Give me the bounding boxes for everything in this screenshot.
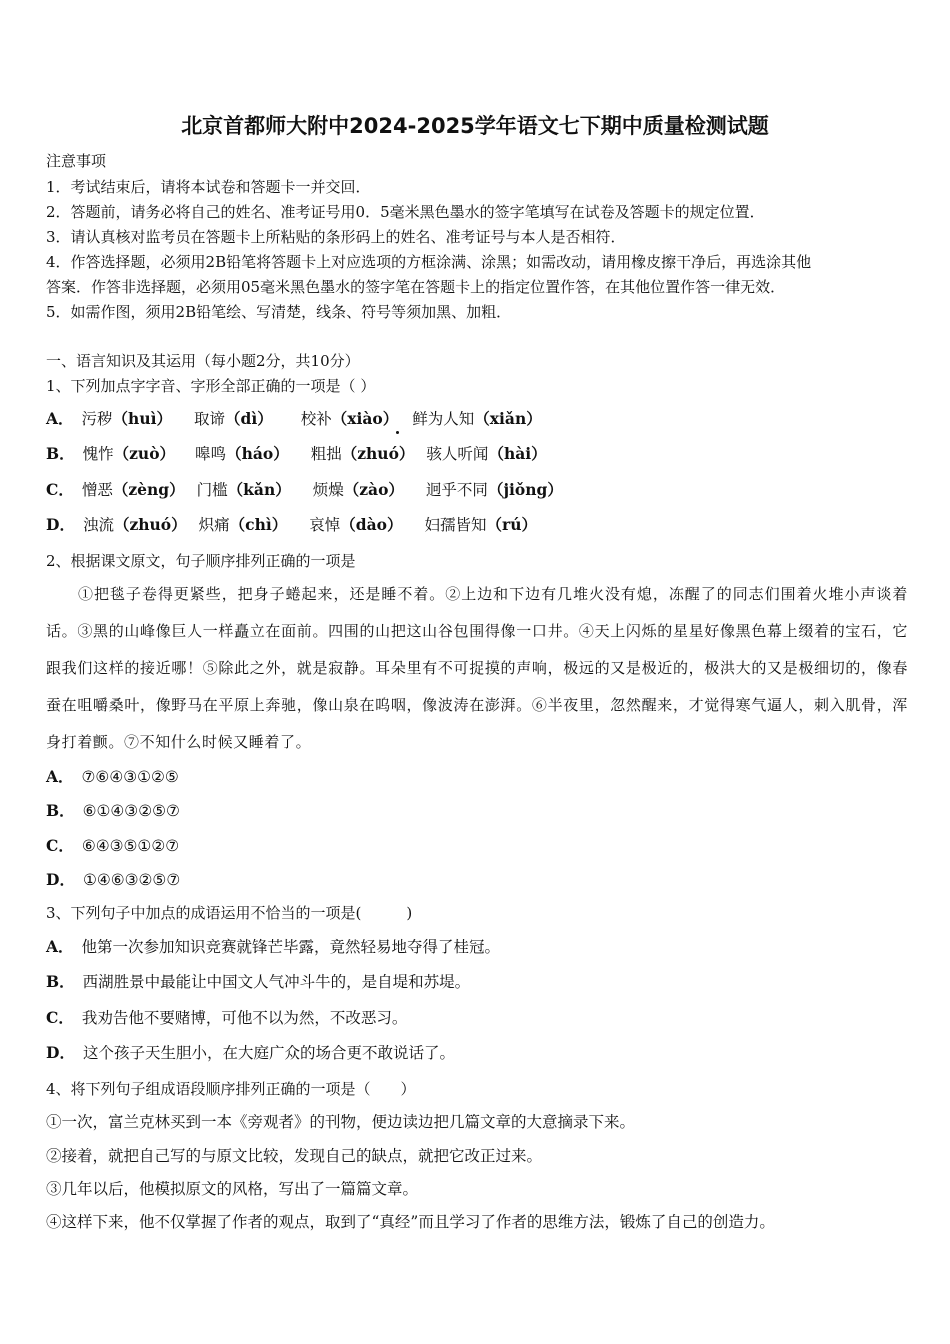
q3-option-c[interactable] [46, 1008, 407, 1028]
pinyin: （chì） [229, 515, 288, 534]
q2-passage: ①把毯子卷得更紧些，把身子蜷起来，还是睡不着。②上边和下边有几堆火没有熄，冻醒了的同志们围着火堆小声谈着话。③黑的山峰像巨人一样矗立在面前。四围的山把这山谷包围得像一口井。④天上闪烁的星星好像黑色幕上缀着的宝石，它跟我们这样的接近哪！⑤除此之外，就是寂静。耳朵里有不可捉摸的声响，极远的又是极近的，极洪大的又是极细切的，像春蚕在咀嚼桑叶，像野马在平原上奔驰，像山泉在呜咽，像波涛在澎湃。⑥半夜里，忽然醒来，才觉得寒气逼人，刺入肌骨，浑身打着颤。⑦不知什么时候又睡着了。 [46, 585, 908, 751]
q4-sentence: ④这样下来，他不仅掌握了作者的观点，取到了“真经”而且学习了作者的思维方法，锻炼了自己的创造力。 [46, 1213, 775, 1231]
q3-option-a[interactable] [46, 937, 500, 957]
word: 污秽 [81, 410, 113, 428]
pinyin: （huì） [112, 409, 172, 428]
note-item: 答案．作答非选择题，必须用05毫米黑色墨水的签字笔在答题卡上的指定位置作答，在其他位置作答一律无效． [46, 278, 786, 296]
q1-option-d[interactable] [46, 515, 537, 535]
q2-option-c[interactable] [46, 836, 179, 856]
word: 取谛 [193, 410, 225, 428]
q1-option-c[interactable] [46, 480, 563, 500]
word: 妇孺皆知 [424, 516, 487, 534]
q2-option-d[interactable] [46, 870, 180, 890]
pinyin: （rú） [486, 515, 537, 534]
pinyin: （zhuó） [341, 444, 415, 463]
option-text: ⑥④③⑤①②⑦ [81, 837, 180, 855]
question-4-stem: 4、将下列句子组成语段顺序排列正确的一项是（ ） [46, 1080, 416, 1098]
option-label: A． [46, 937, 74, 956]
q2-option-a[interactable] [46, 767, 179, 787]
option-label: A． [46, 409, 74, 428]
option-text: 他第一次参加知识竞赛就锋芒毕露，竟然轻易地夺得了桂冠。 [81, 938, 501, 956]
pinyin: （kǎn） [227, 480, 291, 499]
question-2-stem: 2、根据课文原文，句子顺序排列正确的一项是 [46, 552, 356, 570]
option-text: ①④⑥③②⑤⑦ [82, 871, 181, 889]
note-item: 1．考试结束后，请将本试卷和答题卡一并交回． [46, 178, 371, 196]
word: 鲜为人知 [412, 410, 475, 428]
pinyin: （zuò） [113, 444, 176, 463]
pinyin: （háo） [226, 444, 289, 463]
pinyin: （zào） [343, 480, 404, 499]
option-label: D． [46, 515, 75, 534]
q3-option-b[interactable] [46, 972, 470, 992]
option-label: B． [46, 972, 75, 991]
word: 愧怍 [82, 445, 114, 463]
option-text: 这个孩子天生胆小，在大庭广众的场合更不敢说话了。 [82, 1044, 455, 1062]
option-label: D． [46, 870, 75, 889]
notes-heading: 注意事项 [46, 152, 107, 170]
pinyin: （hài） [488, 444, 547, 463]
pinyin: （dì） [225, 409, 273, 428]
note-item: 3．请认真核对监考员在答题卡上所粘贴的条形码上的姓名、准考证号与本人是否相符． [46, 228, 626, 246]
note-item: 5．如需作图，须用2B铅笔绘、写清楚，线条、符号等须加黑、加粗． [46, 303, 512, 321]
section-heading: 一、语言知识及其运用（每小题2分，共10分） [46, 352, 360, 370]
option-text: 我劝告他不要赌博，可他不以为然，不改恶习。 [81, 1009, 408, 1027]
option-text: 西湖胜景中最能让中国文人气冲斗牛的，是自堤和苏堤。 [82, 973, 471, 991]
page-title: 北京首都师大附中2024-2025学年语文七下期中质量检测试题 [181, 114, 769, 138]
question-3-stem: 3、下列句子中加点的成语运用不恰当的一项是( ) [46, 904, 413, 922]
word: 炽痛 [198, 516, 230, 534]
pinyin: （zèng） [112, 480, 185, 499]
word: 粗拙 [310, 445, 342, 463]
word: 浊流 [82, 516, 114, 534]
word: 迥乎不同 [425, 481, 488, 499]
option-label: A． [46, 767, 74, 786]
option-label: D． [46, 1043, 75, 1062]
option-label: B． [46, 444, 75, 463]
word: 嗥鸣 [195, 445, 227, 463]
emphasis-dot [396, 431, 399, 434]
question-1-stem: 1、下列加点字字音、字形全部正确的一项是（ ） [46, 377, 376, 395]
option-label: C． [46, 480, 74, 499]
option-label: C． [46, 1008, 74, 1027]
q4-sentence: ③几年以后，他模拟原文的风格，写出了一篇篇文章。 [46, 1180, 419, 1198]
word: 哀悼 [309, 516, 341, 534]
q2-option-b[interactable] [46, 801, 180, 821]
option-label: C． [46, 836, 74, 855]
word: 骇人听闻 [426, 445, 489, 463]
q4-sentence: ②接着，就把自己写的与原文比较，发现自己的缺点，就把它改正过来。 [46, 1147, 543, 1165]
option-text: ⑥①④③②⑤⑦ [82, 802, 180, 820]
pinyin: （jiǒng） [487, 480, 563, 499]
q3-option-d[interactable] [46, 1043, 455, 1063]
word: 憎恶 [81, 481, 113, 499]
q1-option-a[interactable] [46, 409, 542, 429]
option-label: B． [46, 801, 75, 820]
word: 门槛 [196, 481, 228, 499]
option-text: ⑦⑥④③①②⑤ [81, 768, 179, 786]
pinyin: （dào） [340, 515, 403, 534]
pinyin: （xiào） [331, 409, 399, 428]
word: 校补 [300, 410, 332, 428]
q4-sentence: ①一次，富兰克林买到一本《旁观者》的刊物，便边读边把几篇文章的大意摘录下来。 [46, 1113, 636, 1131]
q1-option-b[interactable] [46, 444, 547, 464]
pinyin: （xiǎn） [474, 409, 542, 428]
note-item: 4．作答选择题，必须用2B铅笔将答题卡上对应选项的方框涂满、涂黑；如需改动，请用橡皮擦干净后，再选涂其他 [46, 253, 812, 271]
word: 烦燥 [312, 481, 344, 499]
pinyin: （zhuó） [113, 515, 187, 534]
note-item: 2．答题前，请务必将自己的姓名、准考证号用0．5毫米黑色墨水的签字笔填写在试卷及答题卡的规定位置． [46, 203, 765, 221]
